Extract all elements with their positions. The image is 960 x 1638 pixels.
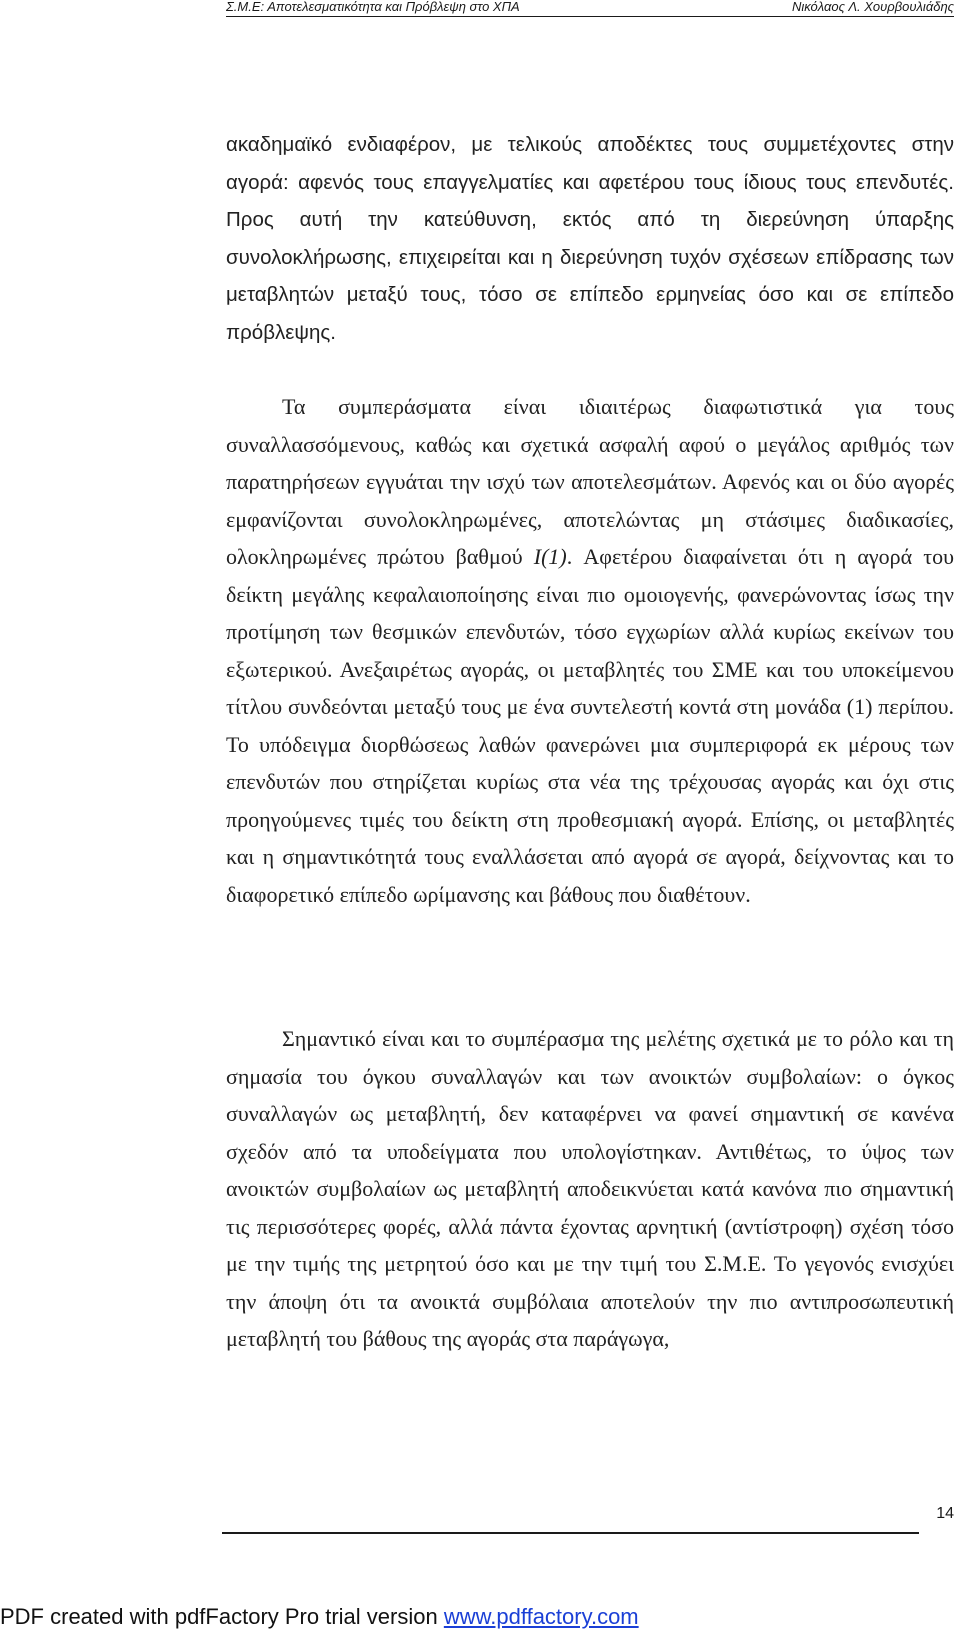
paragraph-3-text: Σημαντικό είναι και το συμπέρασμα της μελέτης σχετικά με το ρόλο και τη σημασία του όγκου συναλλαγών και των ανοικτών συμβολαίων: ο όγκος συναλλαγών ως μεταβλητή, δεν καταφέρνει να φανεί σημαντική σε κανένα σχεδόν από τα υποδείγματα που υπολογίστηκαν. Αντιθέτως, το ύψος των ανοικτών συμβολαίων ως μεταβλητή αποδεικνύεται κατά κανόνα πιο σημαντική τις περισσότερες φορές, αλλά πάντα έχοντας αρνητική (αντίστροφη) σχέση τόσο με την τιμής της μετρητού όσο και με την τιμή του Σ.Μ.Ε. Το γεγονός ενισχύει την άποψη ότι τα ανοικτά συμβόλαια αποτελούν την πιο αντιπροσωπευτική μεταβλητή του βάθους της αγοράς στα παράγωγα,: [226, 1026, 954, 1351]
paragraph-2-part-b: . Αφετέρου διαφαίνεται ότι η αγορά του δείκτη μεγάλης κεφαλαιοποίησης είναι πιο ομοιογενής, φανερώνοντας ίσως την προτίμηση των θεσμικών επενδυτών, τόσο εγχωρίων αλλά κυρίως εκείνων του εξωτερικού. Ανεξαιρέτως αγοράς, οι μεταβλητές του ΣΜΕ και του υποκείμενου τίτλου συνδεόνται μεταξύ τους με ένα συντελεστή κοντά στη μονάδα (1) περίπου. Το υπόδειγμα διορθώσεως λαθών φανερώνει μια συμπεριφορά εκ μέρους των επενδυτών που στηρίζεται κυρίως στα νέα της τρέχουσας αγοράς και όχι στις προηγούμενες τιμές του δείκτη στη προθεσμιακή αγορά. Επίσης, οι μεταβλητές και η σημαντικότητά τους εναλλάσεται από αγορά σε αγορά, δείχνοντας και το διαφορετικό επίπεδο ωρίμανσης και βάθους που διαθέτουν.: [226, 544, 954, 907]
footer-rule: [222, 1532, 919, 1534]
paragraph-1-text: ακαδημαϊκό ενδιαφέρον, με τελικούς αποδέκτες τους συμμετέχοντες στην αγορά: αφενός τους επαγγελματίες και αφετέρου τους ίδιους τους επενδυτές. Προς αυτή την κατεύθυνση, εκτός από τη διερεύνηση ύπαρξης συνολοκλήρωσης, επιχειρείται και η διερεύνηση τυχόν σχέσεων επίδρασης των μεταβλητών μεταξύ τους, τόσο σε επίπεδο ερμηνείας όσο και σε επίπεδο πρόβλεψης.: [226, 133, 954, 344]
paragraph-3: [226, 1020, 954, 1358]
page-number: 14: [936, 1505, 954, 1522]
pdffactory-link[interactable]: www.pdffactory.com: [443, 1604, 639, 1629]
paragraph-2-text: [226, 388, 954, 913]
pdf-watermark-footer: [0, 1604, 639, 1630]
integration-order-term: I(1): [533, 544, 567, 569]
header-author: Νικόλαος Λ. Χουρβουλιάδης: [791, 0, 954, 14]
paragraph-2: [226, 388, 954, 913]
pdf-footer-text: PDF created with pdfFactory Pro trial version: [0, 1604, 444, 1629]
header-rule: [226, 16, 954, 17]
paragraph-2-part-a: Τα συμπεράσματα είναι ιδιαιτέρως διαφωτιστικά για τους συναλλασσόμενους, καθώς και σχετικά ασφαλή αφού ο μεγάλος αριθμός των παρατηρήσεων εγγυάται την ισχύ των αποτελεσμάτων. Αφενός και οι δύο αγορές εμφανίζονται συνολοκληρωμένες, αποτελώντας μη στάσιμες διαδικασίες, ολοκληρωμένες πρώτου βαθμού: [226, 394, 954, 569]
paragraph-1: [226, 126, 954, 351]
page-header: [0, 0, 960, 22]
header-title: Σ.Μ.Ε: Αποτελεσματικότητα και Πρόβλεψη στο ΧΠΑ: [226, 0, 520, 14]
